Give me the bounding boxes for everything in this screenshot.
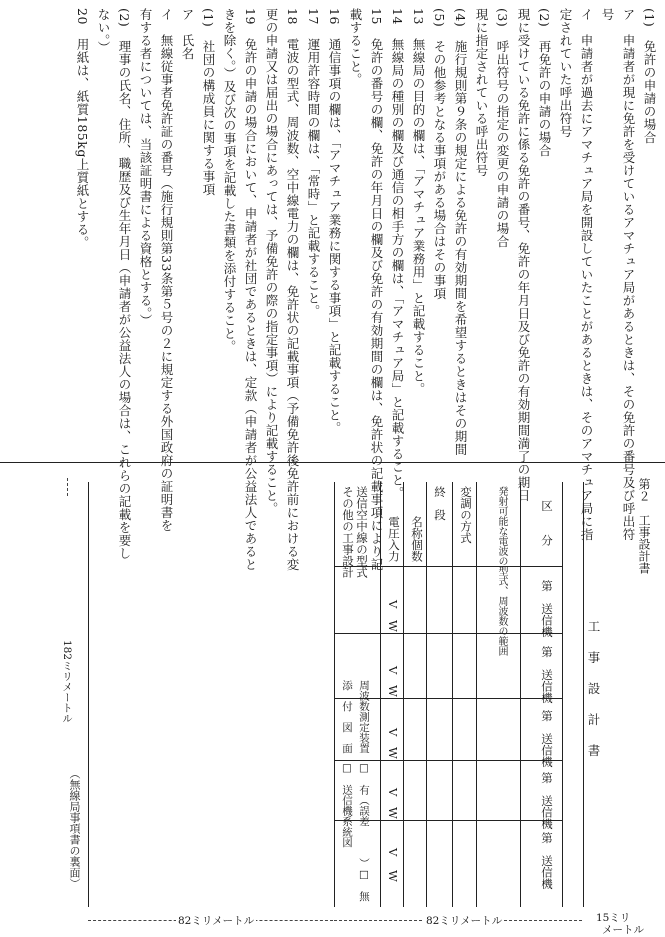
unit-v: V (386, 600, 400, 609)
table-row-line (334, 760, 562, 761)
transmitter-heading: 第 送信機 (540, 710, 554, 768)
table-col-line (520, 482, 521, 907)
form-title: 第２ 工事設計書 (637, 478, 651, 574)
dimension-label-182: 182ミリメートル (61, 640, 73, 724)
unit-w: W (386, 870, 400, 882)
unit-v: V (386, 848, 400, 857)
instruction-line: (2) 理事の氏名、住所、職歴及び生年月日（申請者が公益法人の場合は、これらの記載を要し (117, 8, 132, 561)
instruction-line: 14 無線局の種別の欄及び通信の相手方の欄は、「アマチュア局」と記載すること。 (390, 8, 405, 500)
instruction-line: ア 申請者が現に免許を受けているアマチュア局があるときは、その免許の番号及び呼出符 (621, 8, 636, 541)
instruction-line: イ 無線従事者免許証の番号（施行規則第33条第５号の２に規定する外国政府の証明書を (159, 8, 174, 532)
instruction-line: きを除く。）及び次の事項を記載した書類を添付すること。 (222, 8, 237, 353)
instruction-line: 号 (600, 8, 615, 21)
instruction-line: (5) その他参考となる事項がある場合はその事項 (432, 8, 447, 301)
table-col-line (380, 482, 381, 907)
instruction-line: 17 運用許容時間の欄は、「常時」と記載すること。 (306, 8, 321, 318)
instruction-line: 16 通信事項の欄は、「アマチュア業務に関する事項」と記載すること。 (327, 8, 342, 435)
table-col-line (476, 482, 477, 907)
dimension-label-top-unit: メートル (602, 924, 644, 936)
transmitter-heading: 第 送信機 (540, 772, 554, 830)
dimension-label-82b: 82ミリメートル (426, 915, 503, 927)
instruction-line: (1) 免許の申請の場合 (642, 8, 657, 145)
form-footnote: （無線局事項書の裏面） (68, 768, 81, 889)
section-divider (0, 462, 665, 463)
row-label-kubun: 区 分 (540, 500, 554, 546)
row-label-antenna: 送信空中線の型式 (355, 486, 369, 578)
dimension-arrow (67, 478, 68, 496)
unit-w: W (386, 685, 400, 697)
unit-w: W (386, 807, 400, 819)
instruction-line: 定されていた呼出符号 (558, 8, 573, 138)
transmitter-heading: 第 送信機 (540, 646, 554, 704)
instruction-line: 現に受けている免許に係る免許の番号、免許の年月日及び免許の有効期間満了の期日 (516, 8, 531, 502)
table-col-line (452, 482, 453, 907)
instruction-line: (3) 呼出符号の指定の変更の申請の場合 (495, 8, 510, 249)
table-row-line (334, 633, 562, 634)
row-label-final-name: 名称個数 (410, 516, 424, 562)
transmitter-heading: 第 送信機 (540, 580, 554, 638)
table-frame (88, 482, 584, 907)
unit-v: V (386, 788, 400, 797)
row-label-other: その他の工事設計 (341, 486, 355, 578)
instruction-line: (4) 施行規則第９条の規定による免許の有効期間を希望するときはその期間 (453, 8, 468, 457)
row-label-emission: 発射可能な電波の型式、周波数の範囲 (496, 486, 507, 656)
instruction-line: 載すること。 (348, 8, 363, 86)
instruction-line: 現に指定されている呼出符号 (474, 8, 489, 177)
freq-measure-options[interactable]: □ 有（誤差 ）□ 無 (358, 762, 370, 902)
unit-w: W (386, 747, 400, 759)
dimension-label-top: 15ミリ (596, 912, 631, 924)
header-group-label: 工 事 設 計 書 (586, 620, 601, 760)
instruction-line: ない。） (96, 8, 111, 54)
construction-design-form (0, 470, 665, 936)
instruction-line: 有する者については、当該証明書による資格とする。） (138, 8, 153, 327)
table-col-line (334, 482, 335, 907)
instruction-line: ア 氏名 (180, 8, 195, 60)
unit-w: W (386, 620, 400, 632)
instruction-line: 15 免許の番号の欄、免許の年月日の欄及び免許の有効期間の欄は、免許状の記載事項により記 (369, 8, 384, 571)
freq-measure-label: 周波数測定装置 (358, 680, 370, 754)
instruction-line: (1) 社団の構成員に関する事項 (201, 8, 216, 197)
transmitter-heading: 第 送信機 (540, 832, 554, 890)
row-label-final-stage: 終 段 (433, 486, 447, 521)
row-label-final-voltage: 電圧入力 (387, 516, 401, 562)
table-col-line (403, 482, 404, 907)
instruction-line: (2) 再免許の申請の場合 (537, 8, 552, 158)
instruction-line: イ 申請者が過去にアマチュア局を開設していたことがあるときは、そのアマチュア局に指 (579, 8, 594, 541)
table-col-line (562, 482, 563, 907)
instruction-line: 19 免許の申請の場合において、申請者が社団であるときは、定款（申請者が公益法人であると (243, 8, 258, 571)
unit-v: V (386, 728, 400, 737)
instruction-line: 更の申請又は届出の場合にあっては、予備免許の際の指定事項）により記載すること。 (264, 8, 279, 515)
table-col-line (426, 482, 427, 907)
unit-v: V (386, 666, 400, 675)
instruction-line: 13 無線局の目的の欄は、「アマチュア業務用」と記載すること。 (411, 8, 426, 396)
row-label-modulation: 変調の方式 (459, 486, 473, 544)
instruction-line: 20 用紙は、紙質185kg上質紙とする。 (75, 8, 90, 249)
attached-drawings-label: 添 付 図 面 (341, 680, 353, 754)
attached-drawings-option[interactable]: □ 送信機系統図 (341, 762, 353, 848)
instruction-line: 18 電波の型式、周波数、空中線電力の欄は、免許状の記載事項（予備免許後免許前における変 (285, 8, 300, 571)
dimension-label-82a: 82ミリメートル (178, 915, 255, 927)
